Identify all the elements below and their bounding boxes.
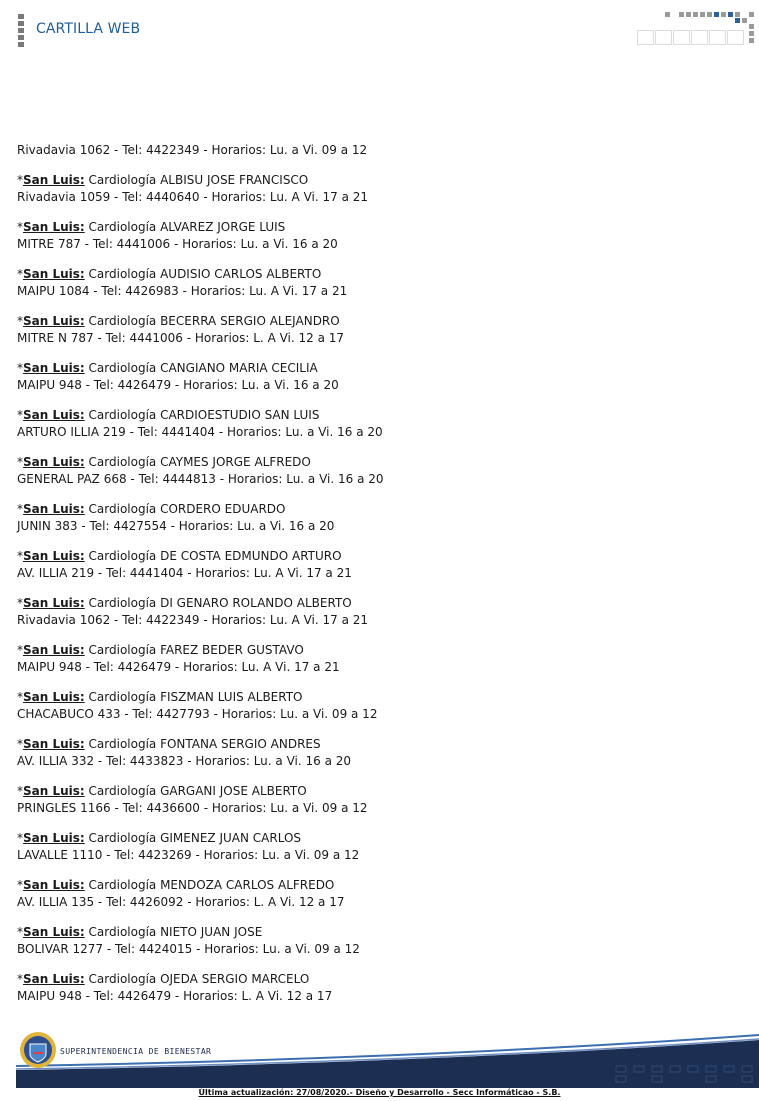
footer-banner (16, 1026, 759, 1088)
entry-address-detail: MITRE N 787 - Tel: 4441006 - Horarios: L. A Vi. 12 a 17 (17, 331, 345, 345)
entry-provider-name: Cardiología ALBISU JOSE FRANCISCO (84, 173, 309, 187)
provider-entry (17, 595, 737, 629)
entry-address-detail: ARTURO ILLIA 219 - Tel: 4441404 - Horarios: Lu. a Vi. 16 a 20 (17, 425, 383, 439)
provider-entry (17, 454, 737, 488)
entry-city: San Luis: (23, 972, 85, 986)
provider-entry (17, 219, 737, 253)
entry-prefix: * (17, 314, 23, 328)
entry-provider-name: Cardiología CORDERO EDUARDO (84, 502, 286, 516)
provider-entry (17, 360, 737, 394)
entry-address-detail: MAIPU 948 - Tel: 4426479 - Horarios: L. A Vi. 12 a 17 (17, 989, 333, 1003)
provider-entry (17, 830, 737, 864)
entry-provider-name: Cardiología CARDIOESTUDIO SAN LUIS (84, 408, 320, 422)
provider-entry (17, 689, 737, 723)
organization-name: SUPERINTENDENCIA DE BIENESTAR (60, 1047, 212, 1056)
entry-address-detail: JUNIN 383 - Tel: 4427554 - Horarios: Lu. a Vi. 16 a 20 (17, 519, 335, 533)
entry-city: San Luis: (23, 690, 85, 704)
entry-prefix: * (17, 408, 23, 422)
entry-city: San Luis: (23, 502, 85, 516)
entry-provider-name: Cardiología AUDISIO CARLOS ALBERTO (84, 267, 322, 281)
entry-prefix: * (17, 643, 23, 657)
entry-city: San Luis: (23, 549, 85, 563)
entry-provider-name: Cardiología CANGIANO MARIA CECILIA (84, 361, 318, 375)
entry-prefix: * (17, 361, 23, 375)
provider-entry (17, 971, 737, 1005)
entry-address-detail: AV. ILLIA 135 - Tel: 4426092 - Horarios: L. A Vi. 12 a 17 (17, 895, 345, 909)
entry-provider-name: Cardiología CAYMES JORGE ALFREDO (84, 455, 311, 469)
entry-provider-name: Cardiología DI GENARO ROLANDO ALBERTO (84, 596, 352, 610)
entry-prefix: * (17, 549, 23, 563)
entry-city: San Luis: (23, 408, 85, 422)
entry-city: San Luis: (23, 267, 85, 281)
entry-address-detail: LAVALLE 1110 - Tel: 4423269 - Horarios: Lu. a Vi. 09 a 12 (17, 848, 360, 862)
entry-provider-name: Cardiología GIMENEZ JUAN CARLOS (84, 831, 302, 845)
entry-address-detail: AV. ILLIA 332 - Tel: 4433823 - Horarios: Lu. a Vi. 16 a 20 (17, 754, 352, 768)
entry-city: San Luis: (23, 314, 85, 328)
entry-address-detail: MITRE 787 - Tel: 4441006 - Horarios: Lu. a Vi. 16 a 20 (17, 237, 338, 251)
entry-provider-name: Cardiología BECERRA SERGIO ALEJANDRO (84, 314, 340, 328)
entry-city: San Luis: (23, 596, 85, 610)
continued-address-line: Rivadavia 1062 - Tel: 4422349 - Horarios: Lu. a Vi. 09 a 12 (17, 143, 368, 157)
entry-address-detail: CHACABUCO 433 - Tel: 4427793 - Horarios: Lu. a Vi. 09 a 12 (17, 707, 378, 721)
provider-entry (17, 501, 737, 535)
entry-city: San Luis: (23, 361, 85, 375)
entry-prefix: * (17, 173, 23, 187)
provider-entry (17, 172, 737, 206)
entry-prefix: * (17, 737, 23, 751)
page-title: CARTILLA WEB (36, 21, 141, 37)
entry-city: San Luis: (23, 737, 85, 751)
entry-prefix: * (17, 502, 23, 516)
entry-city: San Luis: (23, 455, 85, 469)
entry-city: San Luis: (23, 643, 85, 657)
provider-entry (17, 266, 737, 300)
last-updated-note: Última actualización: 27/08/2020.- Diseño y Desarrollo - Secc Informáticao - S.B. (198, 1088, 561, 1097)
entry-address-detail: PRINGLES 1166 - Tel: 4436600 - Horarios: Lu. a Vi. 09 a 12 (17, 801, 368, 815)
provider-entry (17, 783, 737, 817)
entry-prefix: * (17, 267, 23, 281)
entry-provider-name: Cardiología GARGANI JOSE ALBERTO (84, 784, 307, 798)
entry-prefix: * (17, 878, 23, 892)
provider-list (17, 172, 737, 1005)
entry-provider-name: Cardiología ALVAREZ JORGE LUIS (84, 220, 286, 234)
entry-provider-name: Cardiología FISZMAN LUIS ALBERTO (84, 690, 303, 704)
entry-city: San Luis: (23, 831, 85, 845)
entry-provider-name: Cardiología NIETO JUAN JOSE (84, 925, 263, 939)
entry-city: San Luis: (23, 784, 85, 798)
entry-prefix: * (17, 784, 23, 798)
entry-city: San Luis: (23, 220, 85, 234)
provider-entry (17, 313, 737, 347)
entry-address-detail: Rivadavia 1059 - Tel: 4440640 - Horarios: Lu. A Vi. 17 a 21 (17, 190, 368, 204)
entry-city: San Luis: (23, 925, 85, 939)
entry-prefix: * (17, 831, 23, 845)
listing (17, 142, 737, 1018)
institution-seal-icon (19, 1031, 57, 1069)
entry-address-detail: MAIPU 948 - Tel: 4426479 - Horarios: Lu. a Vi. 16 a 20 (17, 378, 339, 392)
entry-prefix: * (17, 690, 23, 704)
header-bar-icon (18, 14, 24, 46)
provider-entry (17, 642, 737, 676)
provider-entry (17, 548, 737, 582)
entry-city: San Luis: (23, 878, 85, 892)
provider-entry (17, 736, 737, 770)
entry-address-detail: MAIPU 948 - Tel: 4426479 - Horarios: Lu. A Vi. 17 a 21 (17, 660, 340, 674)
entry-prefix: * (17, 925, 23, 939)
entry-prefix: * (17, 972, 23, 986)
entry-address-detail: GENERAL PAZ 668 - Tel: 4444813 - Horarios: Lu. a Vi. 16 a 20 (17, 472, 384, 486)
entry-address-detail: AV. ILLIA 219 - Tel: 4441404 - Horarios: Lu. A Vi. 17 a 21 (17, 566, 352, 580)
entry-address-detail: MAIPU 1084 - Tel: 4426983 - Horarios: Lu. A Vi. 17 a 21 (17, 284, 348, 298)
entry-provider-name: Cardiología MENDOZA CARLOS ALFREDO (84, 878, 335, 892)
entry-address-detail: Rivadavia 1062 - Tel: 4422349 - Horarios: Lu. A Vi. 17 a 21 (17, 613, 368, 627)
entry-address-detail: BOLIVAR 1277 - Tel: 4424015 - Horarios: Lu. a Vi. 09 a 12 (17, 942, 360, 956)
provider-entry (17, 924, 737, 958)
provider-entry (17, 877, 737, 911)
entry-provider-name: Cardiología FONTANA SERGIO ANDRES (84, 737, 321, 751)
header-squares-decoration (637, 12, 759, 46)
entry-city: San Luis: (23, 173, 85, 187)
entry-prefix: * (17, 596, 23, 610)
entry-provider-name: Cardiología OJEDA SERGIO MARCELO (84, 972, 310, 986)
entry-provider-name: Cardiología DE COSTA EDMUNDO ARTURO (84, 549, 342, 563)
footer-wave-decoration (16, 1026, 759, 1088)
entry-provider-name: Cardiología FAREZ BEDER GUSTAVO (84, 643, 304, 657)
entry-prefix: * (17, 220, 23, 234)
provider-entry (17, 407, 737, 441)
entry-prefix: * (17, 455, 23, 469)
